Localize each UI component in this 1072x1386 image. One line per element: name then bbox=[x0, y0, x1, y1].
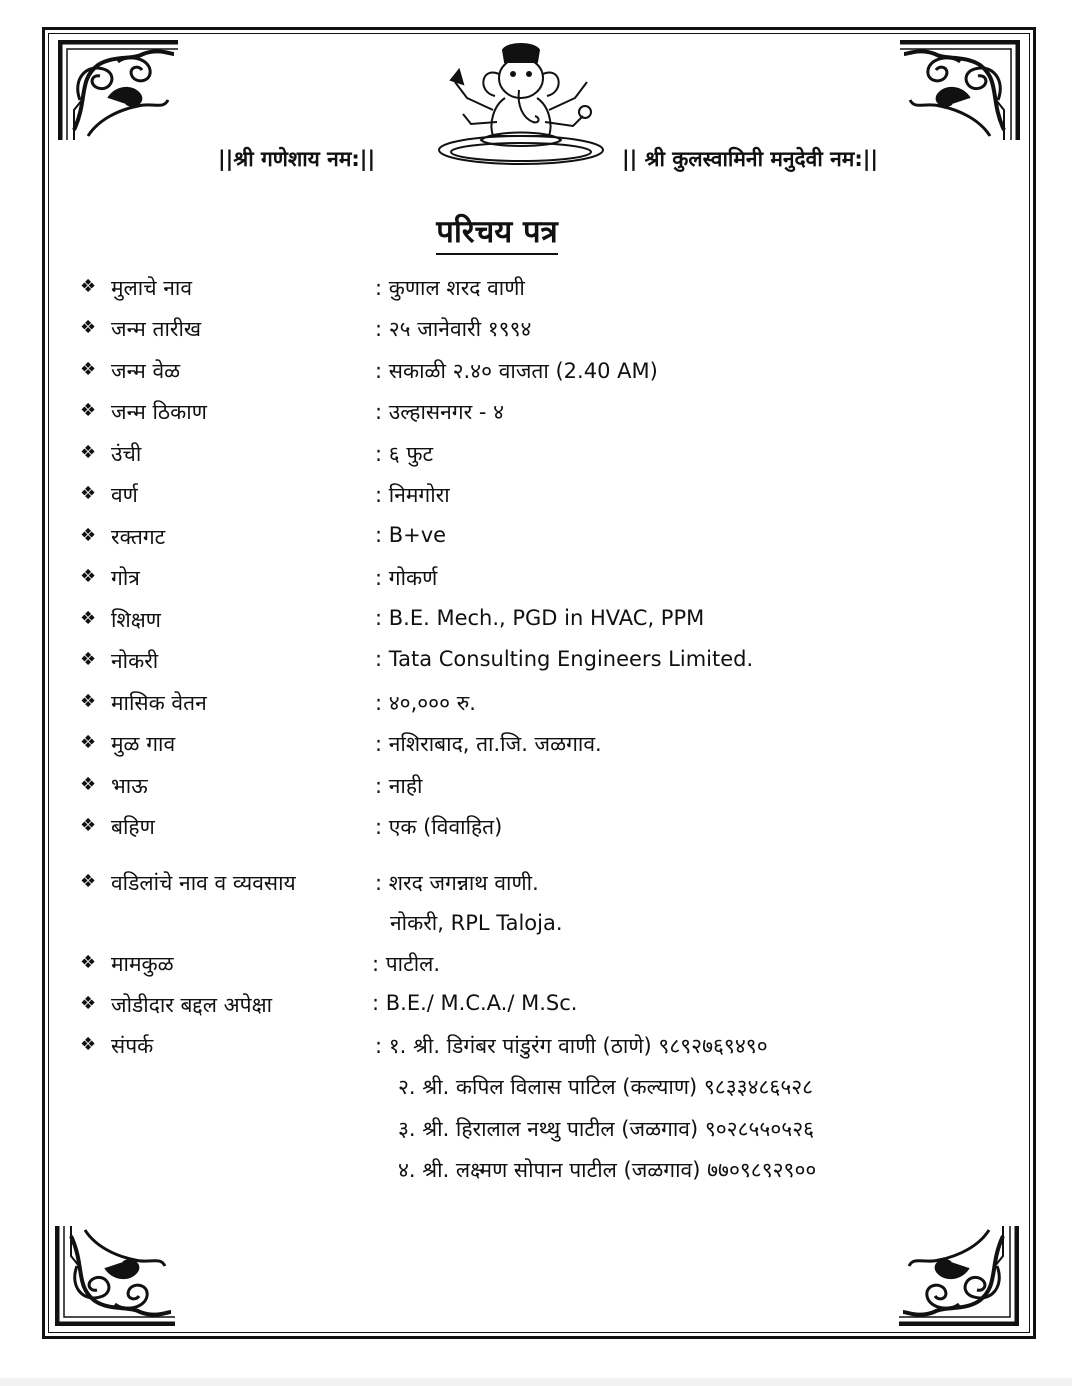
detail-label: जन्म वेळ bbox=[111, 359, 181, 383]
detail-value: : नशिराबाद, ता.जि. जळगाव. bbox=[375, 732, 602, 756]
father-occupation: नोकरी, RPL Taloja. bbox=[390, 911, 563, 935]
detail-value: : उल्हासनगर - ४ bbox=[375, 400, 505, 424]
bullet-icon: ❖ bbox=[80, 359, 97, 380]
detail-label: नोकरी bbox=[111, 649, 159, 673]
detail-value: : कुणाल शरद वाणी bbox=[375, 276, 525, 300]
invocation-kuldevi: || श्री कुलस्वामिनी मनुदेवी नम:|| bbox=[622, 147, 879, 171]
corner-ornament-bottom-right bbox=[895, 1222, 1019, 1326]
detail-value: : शरद जगन्नाथ वाणी. bbox=[375, 871, 539, 895]
detail-value: : एक (विवाहित) bbox=[375, 815, 503, 839]
corner-ornament-top-right bbox=[896, 40, 1020, 144]
bullet-icon: ❖ bbox=[80, 993, 97, 1014]
detail-label: रक्तगट bbox=[111, 525, 166, 549]
bullet-icon: ❖ bbox=[80, 952, 97, 973]
detail-value: : नाही bbox=[375, 774, 423, 798]
detail-value: : B.E. Mech., PGD in HVAC, PPM bbox=[375, 606, 705, 630]
bullet-icon: ❖ bbox=[80, 317, 97, 338]
detail-value: : सकाळी २.४० वाजता (2.40 AM) bbox=[375, 359, 658, 383]
bullet-icon: ❖ bbox=[80, 815, 97, 836]
corner-ornament-bottom-left bbox=[55, 1222, 179, 1326]
detail-label: गोत्र bbox=[111, 566, 140, 590]
detail-value: : Tata Consulting Engineers Limited. bbox=[375, 647, 754, 671]
detail-label: मुलाचे नाव bbox=[111, 276, 193, 300]
bullet-icon: ❖ bbox=[80, 691, 97, 712]
detail-value: : B.E./ M.C.A./ M.Sc. bbox=[372, 991, 578, 1015]
bullet-icon: ❖ bbox=[80, 871, 97, 892]
contact-item: २. श्री. कपिल विलास पाटिल (कल्याण) ९८३३४८६५२८ bbox=[398, 1075, 814, 1099]
corner-ornament-top-left bbox=[58, 40, 182, 144]
detail-label: उंची bbox=[111, 442, 142, 466]
detail-label: मुळ गाव bbox=[111, 732, 176, 756]
detail-label: मासिक वेतन bbox=[111, 691, 207, 715]
bullet-icon: ❖ bbox=[80, 276, 97, 297]
bullet-icon: ❖ bbox=[80, 774, 97, 795]
detail-label: संपर्क bbox=[111, 1034, 154, 1058]
detail-label: भाऊ bbox=[111, 774, 148, 798]
detail-label: जोडीदार बद्दल अपेक्षा bbox=[111, 993, 273, 1017]
title-text: परिचय पत्र bbox=[436, 214, 558, 255]
detail-value: : गोकर्ण bbox=[375, 566, 438, 590]
bullet-icon: ❖ bbox=[80, 483, 97, 504]
detail-value: : ४०,००० रु. bbox=[375, 691, 476, 715]
page-title bbox=[0, 210, 994, 252]
detail-value: : ६ फुट bbox=[375, 442, 434, 466]
contact-item: ४. श्री. लक्ष्मण सोपान पाटील (जळगाव) ७७०९८९२९०० bbox=[398, 1158, 817, 1182]
detail-label: वडिलांचे नाव व व्यवसाय bbox=[111, 871, 296, 895]
contact-item: ३. श्री. हिरालाल नथ्थु पाटील (जळगाव) ९०२८५५०५२६ bbox=[398, 1117, 815, 1141]
bullet-icon: ❖ bbox=[80, 566, 97, 587]
detail-value: : B+ve bbox=[375, 523, 447, 547]
bullet-icon: ❖ bbox=[80, 649, 97, 670]
bullet-icon: ❖ bbox=[80, 400, 97, 421]
detail-value: : निमगोरा bbox=[375, 483, 450, 507]
detail-label: मामकुळ bbox=[111, 952, 174, 976]
ganesha-illustration bbox=[433, 40, 609, 168]
bullet-icon: ❖ bbox=[80, 1034, 97, 1055]
invocation-ganesha: ||श्री गणेशाय नम:|| bbox=[218, 147, 376, 171]
detail-label: बहिण bbox=[111, 815, 155, 839]
detail-value: : पाटील. bbox=[372, 952, 441, 976]
page-bottom-margin bbox=[0, 1378, 1072, 1386]
detail-label: जन्म तारीख bbox=[111, 317, 202, 341]
detail-label: शिक्षण bbox=[111, 608, 161, 632]
detail-label: वर्ण bbox=[111, 483, 138, 507]
detail-value: : १. श्री. डिगंबर पांडुरंग वाणी (ठाणे) ९८९२७६९४९० bbox=[375, 1034, 768, 1058]
bullet-icon: ❖ bbox=[80, 608, 97, 629]
bullet-icon: ❖ bbox=[80, 525, 97, 546]
detail-value: : २५ जानेवारी १९९४ bbox=[375, 317, 532, 341]
bullet-icon: ❖ bbox=[80, 442, 97, 463]
bullet-icon: ❖ bbox=[80, 732, 97, 753]
detail-label: जन्म ठिकाण bbox=[111, 400, 207, 424]
